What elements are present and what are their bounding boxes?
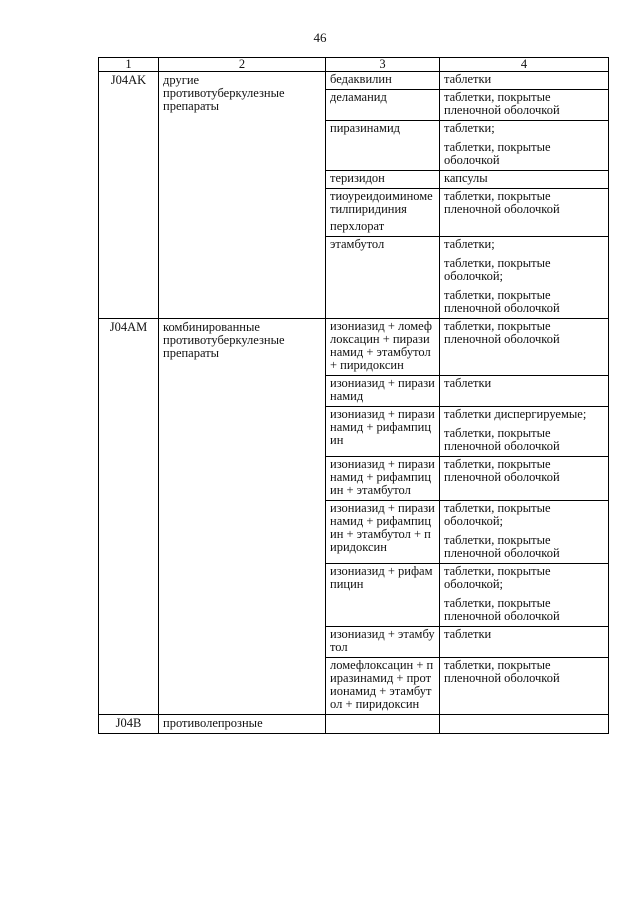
drug-name: тиоуреидоиминометилпиридиния bbox=[330, 189, 433, 216]
drug-name: пиразинамид bbox=[330, 121, 401, 135]
drug-name: изониазид + пиразинамид + рифампицин + этамбутол + пиридоксин bbox=[330, 501, 435, 554]
dosage-form-cell bbox=[440, 319, 609, 376]
drug-name-cell bbox=[326, 237, 440, 319]
atc-code-cell: J04B bbox=[99, 715, 159, 734]
drug-name-cell bbox=[326, 171, 440, 189]
drug-name-cell bbox=[326, 501, 440, 564]
drug-name-cell bbox=[326, 407, 440, 457]
drug-name: этамбутол bbox=[330, 237, 385, 251]
drug-name: изониазид + рифампицин bbox=[330, 564, 433, 591]
dosage-form: таблетки, покрытые оболочкой; bbox=[444, 564, 551, 591]
drug-name-cell bbox=[326, 376, 440, 407]
drug-name: изониазид + пиразинамид + рифампицин bbox=[330, 407, 435, 447]
drug-name-continued: перхлорат bbox=[330, 219, 385, 233]
table-header-row bbox=[99, 58, 609, 72]
dosage-form: таблетки диспергируемые; bbox=[444, 407, 587, 421]
dosage-form-cell bbox=[440, 457, 609, 501]
dosage-form-cell bbox=[440, 171, 609, 189]
table-row bbox=[99, 319, 609, 376]
dosage-form: капсулы bbox=[444, 171, 488, 185]
dosage-form: таблетки, покрытые пленочной оболочкой bbox=[444, 596, 560, 623]
drug-name-cell bbox=[326, 627, 440, 658]
dosage-form-cell bbox=[440, 121, 609, 171]
dosage-form: таблетки, покрытые оболочкой; bbox=[444, 501, 551, 528]
dosage-form: таблетки, покрытые пленочной оболочкой bbox=[444, 426, 560, 453]
dosage-form: таблетки, покрытые оболочкой bbox=[444, 140, 551, 167]
column-header-2: 2 bbox=[159, 58, 326, 72]
dosage-form-cell bbox=[440, 627, 609, 658]
drug-name: изониазид + этамбутол bbox=[330, 627, 435, 654]
dosage-form: таблетки, покрытые пленочной оболочкой bbox=[444, 457, 560, 484]
table-row bbox=[99, 72, 609, 90]
group-name-cell: другие противотуберкулезные препараты bbox=[159, 72, 326, 319]
atc-code-cell: J04AM bbox=[99, 319, 159, 715]
table-row bbox=[99, 715, 609, 734]
dosage-form-cell bbox=[440, 407, 609, 457]
drug-name-cell bbox=[326, 121, 440, 171]
dosage-form-cell bbox=[440, 189, 609, 237]
drug-name: бедаквилин bbox=[330, 72, 392, 86]
atc-code-cell: J04AK bbox=[99, 72, 159, 319]
drug-table bbox=[98, 57, 609, 734]
dosage-form: таблетки bbox=[444, 72, 492, 86]
drug-name: деламанид bbox=[330, 90, 387, 104]
drug-name-cell bbox=[326, 72, 440, 90]
column-header-1: 1 bbox=[99, 58, 159, 72]
group-name-cell: противолепрозные bbox=[159, 715, 326, 734]
dosage-form: таблетки, покрытые пленочной оболочкой bbox=[444, 658, 560, 685]
group-name-cell: комбинированные противотуберкулезные препараты bbox=[159, 319, 326, 715]
dosage-form: таблетки, покрытые пленочной оболочкой bbox=[444, 533, 560, 560]
drug-name: изониазид + ломефлоксацин + пиразинамид + этамбутол + пиридоксин bbox=[330, 319, 432, 372]
dosage-form: таблетки, покрытые пленочной оболочкой bbox=[444, 319, 560, 346]
drug-name-cell bbox=[326, 90, 440, 121]
dosage-form: таблетки, покрытые пленочной оболочкой bbox=[444, 189, 560, 216]
column-header-4: 4 bbox=[440, 58, 609, 72]
drug-name-cell bbox=[326, 715, 440, 734]
drug-name: ломефлоксацин + пиразинамид + протионамид + этамбутол + пиридоксин bbox=[330, 658, 434, 711]
dosage-form: таблетки, покрытые пленочной оболочкой bbox=[444, 288, 560, 315]
drug-name: изониазид + пиразинамид + рифампицин + этамбутол bbox=[330, 457, 435, 497]
page-number: 46 bbox=[313, 30, 327, 45]
dosage-form-cell bbox=[440, 715, 609, 734]
drug-name-cell bbox=[326, 189, 440, 237]
dosage-form: таблетки bbox=[444, 627, 492, 641]
dosage-form: таблетки, покрытые оболочкой; bbox=[444, 256, 551, 283]
dosage-form-cell bbox=[440, 376, 609, 407]
dosage-form-cell bbox=[440, 72, 609, 90]
dosage-form-cell bbox=[440, 658, 609, 715]
dosage-form: таблетки; bbox=[444, 121, 495, 135]
dosage-form: таблетки, покрытые пленочной оболочкой bbox=[444, 90, 560, 117]
dosage-form: таблетки bbox=[444, 376, 492, 390]
drug-name-cell bbox=[326, 457, 440, 501]
dosage-form-cell bbox=[440, 501, 609, 564]
dosage-form-cell bbox=[440, 237, 609, 319]
drug-name-cell bbox=[326, 658, 440, 715]
column-header-3: 3 bbox=[326, 58, 440, 72]
dosage-form-cell bbox=[440, 90, 609, 121]
dosage-form: таблетки; bbox=[444, 237, 495, 251]
drug-name: изониазид + пиразинамид bbox=[330, 376, 435, 403]
drug-name: теризидон bbox=[330, 171, 385, 185]
drug-name-cell bbox=[326, 564, 440, 627]
drug-name-cell bbox=[326, 319, 440, 376]
dosage-form-cell bbox=[440, 564, 609, 627]
